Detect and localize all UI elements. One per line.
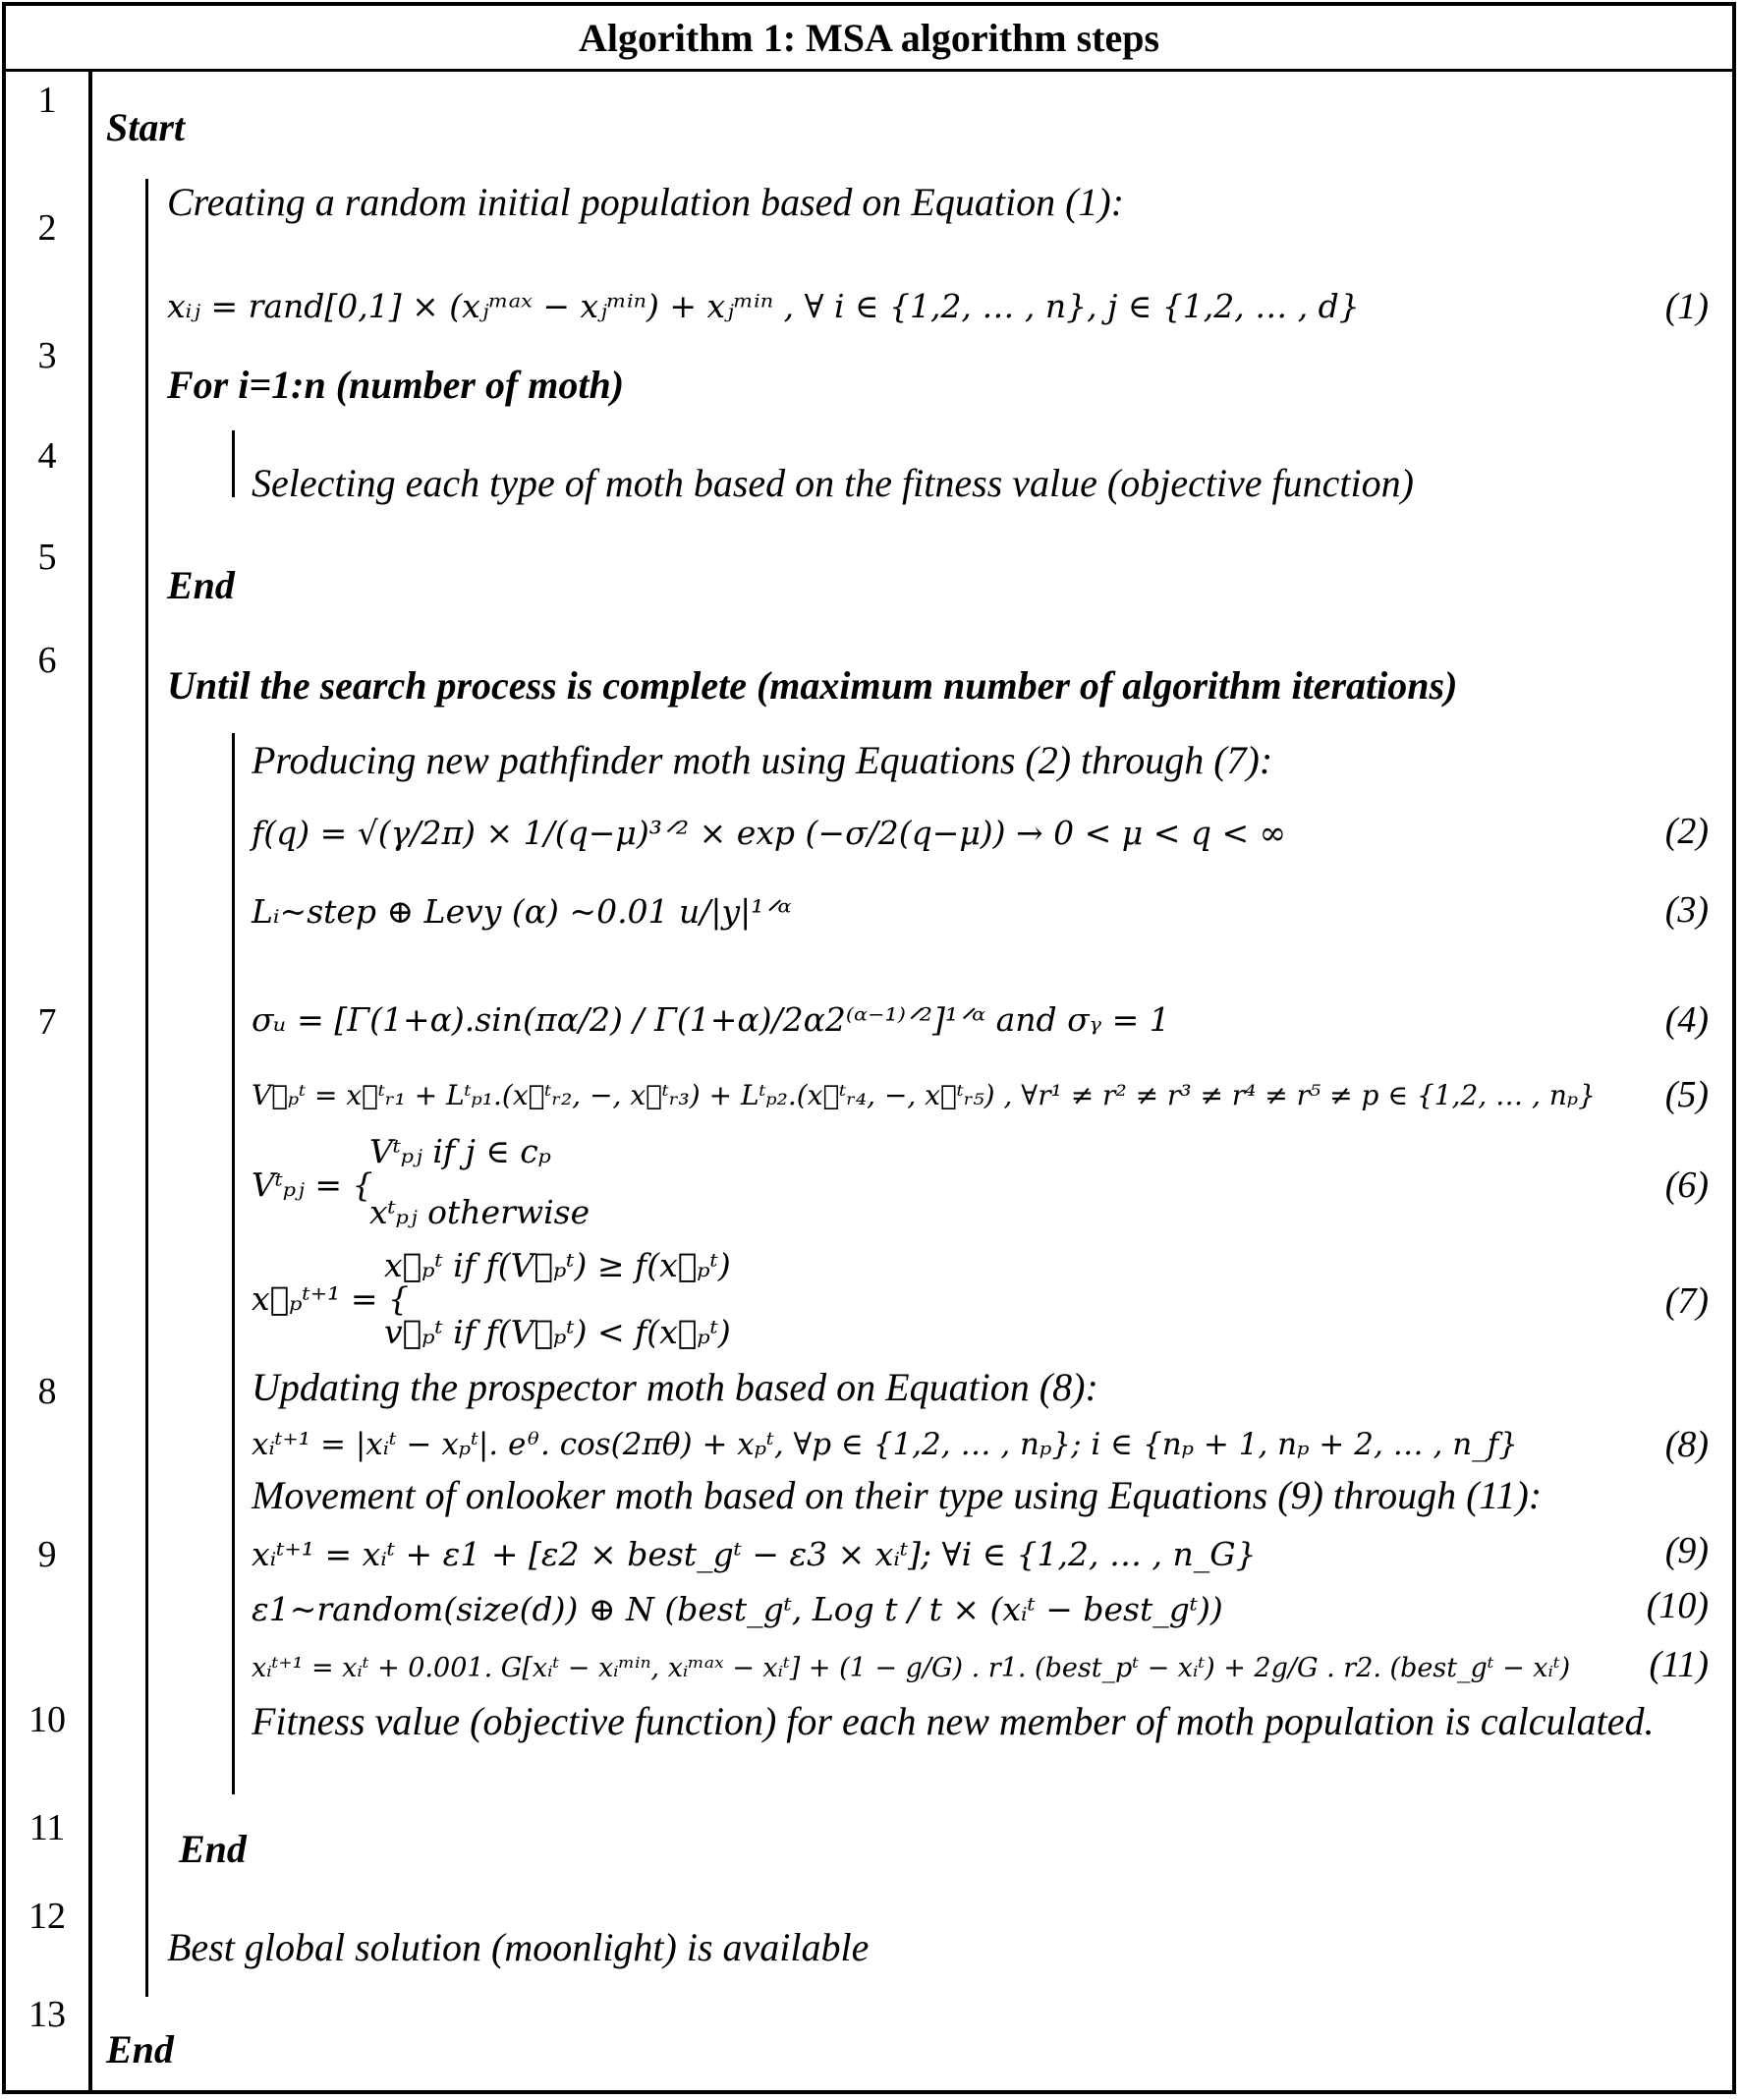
step-end: End bbox=[106, 2027, 174, 2072]
equation-number: (4) bbox=[1664, 999, 1709, 1041]
line-number: 4 bbox=[37, 435, 57, 477]
equation-4: σᵤ = [Γ(1+α).sin(πα/2) / Γ(1+α)/2α2⁽ᵅ⁻¹⁾ᐟ²]¹ᐟᵅ and σᵧ = 1 bbox=[252, 1000, 1170, 1039]
step-best-solution: Best global solution (moonlight) is available bbox=[167, 1925, 870, 1969]
equation-number: (8) bbox=[1664, 1424, 1709, 1465]
equation-6-case-2: xᵗₚⱼ otherwise bbox=[369, 1193, 590, 1231]
step-create-population: Creating a random initial population based on Equation (1): bbox=[167, 180, 1125, 224]
line-number: 3 bbox=[37, 335, 57, 376]
equation-2: f(q) = √(γ/2π) × 1/(q−μ)³ᐟ² × exp (−σ/2(q−μ)) → 0 < μ < q < ∞ bbox=[252, 814, 1287, 852]
equation-7-case-1: x⃗ₚᵗ if f(V⃗ₚᵗ) ≥ f(x⃗ₚᵗ) bbox=[384, 1246, 731, 1284]
step-fitness-calc: Fitness value (objective function) for each new member of moth population is calculated. bbox=[252, 1699, 1655, 1743]
step-start: Start bbox=[106, 105, 186, 149]
outer-block-line bbox=[145, 179, 148, 1997]
line-number: 1 bbox=[37, 80, 57, 121]
step-onlooker-movement: Movement of onlooker moth based on their type using Equations (9) through (11): bbox=[252, 1473, 1543, 1517]
equation-8: xᵢᵗ⁺¹ = |xᵢᵗ − xₚᵗ|. eᶿ. cos(2πθ) + xₚᵗ, ∀p ∈ {1,2, … , nₚ}; i ∈ {nₚ + 1, nₚ + 2, … , n_f} bbox=[252, 1427, 1518, 1462]
line-number: 12 bbox=[28, 1896, 66, 1937]
algorithm-box bbox=[2, 2, 1736, 2094]
step-select-type: Selecting each type of moth based on the fitness value (objective function) bbox=[252, 461, 1414, 505]
equation-number: (5) bbox=[1664, 1074, 1709, 1115]
line-number: 10 bbox=[28, 1699, 66, 1740]
equation-6-case-1: Vᵗₚⱼ if j ∈ cₚ bbox=[369, 1132, 551, 1170]
step-until: Until the search process is complete (maximum number of algorithm iterations) bbox=[167, 663, 1458, 708]
step-end-for: End bbox=[167, 563, 235, 607]
equation-number: (11) bbox=[1649, 1644, 1709, 1685]
line-number: 11 bbox=[28, 1807, 66, 1848]
line-number-column bbox=[6, 69, 92, 2090]
equation-number: (2) bbox=[1664, 811, 1709, 852]
equation-number: (6) bbox=[1664, 1164, 1709, 1206]
equation-number: (1) bbox=[1664, 286, 1709, 327]
equation-7-lhs: x⃗ₚᵗ⁺¹ = { bbox=[252, 1279, 410, 1318]
until-block-line bbox=[232, 733, 235, 1794]
equation-11: xᵢᵗ⁺¹ = xᵢᵗ + 0.001. G[xᵢᵗ − xᵢᵐⁱⁿ, xᵢᵐᵃˣ − xᵢᵗ] + (1 − g/G) . r1. (best_pᵗ − xᵢᵗ) + 2g/G . r2. (best_gᵗ − xᵢᵗ) bbox=[252, 1653, 1571, 1683]
line-number: 5 bbox=[37, 537, 57, 578]
step-for-loop: For i=1:n (number of moth) bbox=[167, 363, 625, 407]
equation-6-lhs: Vᵗₚⱼ = { bbox=[252, 1165, 373, 1204]
equation-9: xᵢᵗ⁺¹ = xᵢᵗ + ε1 + [ε2 × best_gᵗ − ε3 × xᵢᵗ]; ∀i ∈ {1,2, … , n_G} bbox=[252, 1535, 1257, 1573]
equation-number: (3) bbox=[1664, 889, 1709, 931]
step-produce-pathfinder: Producing new pathfinder moth using Equations (2) through (7): bbox=[252, 738, 1273, 782]
equation-number: (7) bbox=[1664, 1280, 1709, 1322]
line-number: 7 bbox=[37, 1001, 57, 1043]
algorithm-title: Algorithm 1: MSA algorithm steps bbox=[6, 6, 1732, 72]
line-number: 2 bbox=[37, 207, 57, 249]
line-number: 13 bbox=[28, 1994, 66, 2035]
equation-1: xᵢⱼ = rand[0,1] × (xⱼᵐᵃˣ − xⱼᵐⁱⁿ) + xⱼᵐⁱⁿ , ∀ i ∈ {1,2, … , n}, j ∈ {1,2, … , d} bbox=[167, 287, 1360, 325]
equation-7-case-2: v⃗ₚᵗ if f(V⃗ₚᵗ) < f(x⃗ₚᵗ) bbox=[384, 1313, 731, 1351]
step-end-until: End bbox=[179, 1827, 247, 1871]
line-number: 9 bbox=[37, 1534, 57, 1575]
step-update-prospector: Updating the prospector moth based on Equation (8): bbox=[252, 1365, 1098, 1409]
equation-10: ε1~random(size(d)) ⊕ N (best_gᵗ, Log t / t × (xᵢᵗ − best_gᵗ)) bbox=[252, 1590, 1223, 1628]
for-block-line bbox=[232, 430, 235, 497]
equation-number: (10) bbox=[1646, 1585, 1709, 1626]
line-number: 8 bbox=[37, 1371, 57, 1412]
equation-number: (9) bbox=[1664, 1530, 1709, 1571]
line-number: 6 bbox=[37, 640, 57, 681]
equation-3: Lᵢ~step ⊕ Levy (α) ~0.01 u/|y|¹ᐟᵅ bbox=[252, 892, 792, 931]
equation-5: V⃗ₚᵗ = x⃗ᵗᵣ₁ + Lᵗₚ₁.(x⃗ᵗᵣ₂, −, x⃗ᵗᵣ₃) + Lᵗₚ₂.(x⃗ᵗᵣ₄, −, x⃗ᵗᵣ₅) , ∀r¹ ≠ r² ≠ r³ ≠ r⁴ ≠ r⁵ ≠ p ∈ {1,2, … , nₚ} bbox=[252, 1079, 1596, 1111]
